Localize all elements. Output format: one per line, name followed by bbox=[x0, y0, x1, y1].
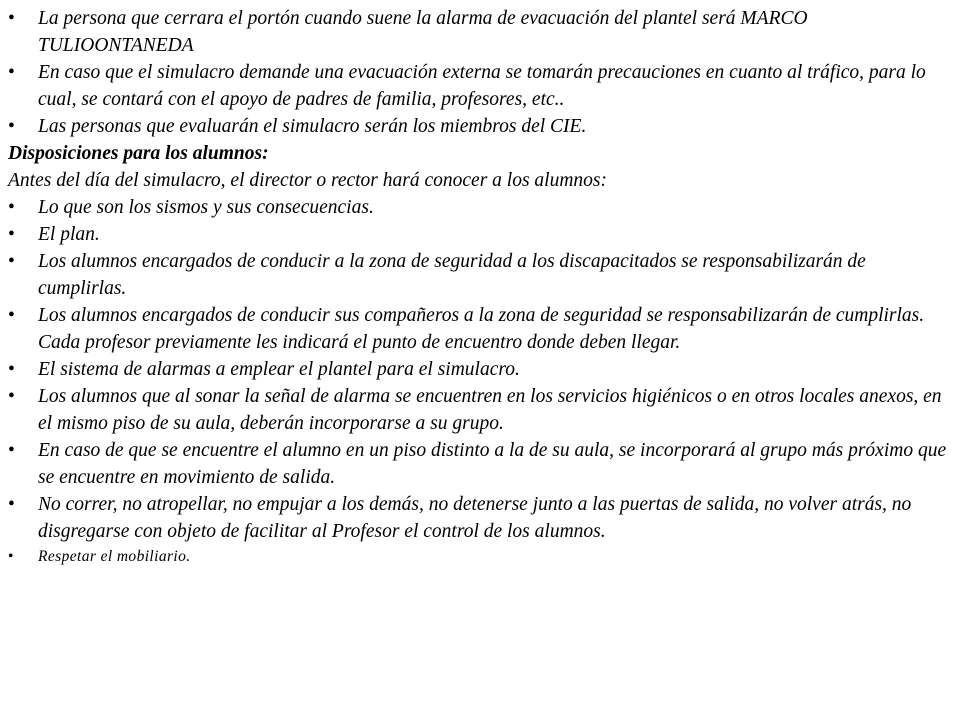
bullet-dot-icon: • bbox=[8, 116, 15, 137]
bullet-text: En caso que el simulacro demande una evacuación externa se tomarán precauciones en cuanto al tráfico, para lo cual, se contará con el apoyo de padres de familia, profesores, etc.. bbox=[38, 62, 926, 110]
bullet-text: El sistema de alarmas a emplear el plantel para el simulacro. bbox=[38, 359, 520, 380]
bullet-item bbox=[8, 437, 953, 491]
bullet-item bbox=[8, 356, 953, 383]
bullet-item bbox=[8, 5, 953, 59]
bullet-item bbox=[8, 221, 953, 248]
bullet-dot-icon: • bbox=[8, 251, 15, 272]
bullet-dot-icon: • bbox=[8, 224, 15, 245]
bullet-text: No correr, no atropellar, no empujar a los demás, no detenerse junto a las puertas de salida, no volver atrás, no disgregarse con objeto de facilitar al Profesor el control de los alumnos. bbox=[38, 494, 912, 542]
section-heading: Disposiciones para los alumnos: bbox=[8, 143, 269, 164]
bullet-dot-icon: • bbox=[8, 359, 15, 380]
bullet-item bbox=[8, 248, 953, 302]
bullet-dot-icon: • bbox=[8, 305, 15, 326]
slide-content bbox=[8, 5, 953, 569]
bullet-item bbox=[8, 113, 953, 140]
bullet-item bbox=[8, 383, 953, 437]
bullet-item bbox=[8, 491, 953, 545]
bullet-item bbox=[8, 545, 953, 569]
bullet-item bbox=[8, 194, 953, 221]
bullet-text: La persona que cerrara el portón cuando suene la alarma de evacuación del plantel será MARCO TULIOONTANEDA bbox=[38, 8, 808, 56]
bullet-dot-icon: • bbox=[8, 548, 14, 565]
bullet-text: Los alumnos encargados de conducir sus compañeros a la zona de seguridad se responsabilizarán de cumplirlas. Cada profesor previamente les indicará el punto de encuentro donde deben llegar. bbox=[38, 305, 925, 353]
bullet-text: Lo que son los sismos y sus consecuencias. bbox=[38, 197, 374, 218]
bullet-text: En caso de que se encuentre el alumno en un piso distinto a la de su aula, se incorporará al grupo más próximo que se encuentre en movimiento de salida. bbox=[38, 440, 947, 488]
bullet-dot-icon: • bbox=[8, 62, 15, 83]
bullet-item bbox=[8, 59, 953, 113]
bullet-text: El plan. bbox=[38, 224, 100, 245]
bullet-text: Las personas que evaluarán el simulacro serán los miembros del CIE. bbox=[38, 116, 587, 137]
bullet-text: Respetar el mobiliario. bbox=[38, 548, 191, 565]
section-intro: Antes del día del simulacro, el director o rector hará conocer a los alumnos: bbox=[8, 170, 607, 191]
bullet-dot-icon: • bbox=[8, 197, 15, 218]
bullet-dot-icon: • bbox=[8, 440, 15, 461]
bullet-text: Los alumnos que al sonar la señal de alarma se encuentren en los servicios higiénicos o en otros locales anexos, en el mismo piso de su aula, deberán incorporarse a su grupo. bbox=[38, 386, 942, 434]
bullet-dot-icon: • bbox=[8, 386, 15, 407]
bullet-dot-icon: • bbox=[8, 494, 15, 515]
bullet-dot-icon: • bbox=[8, 8, 15, 29]
bullet-item bbox=[8, 302, 953, 356]
bullet-text: Los alumnos encargados de conducir a la zona de seguridad a los discapacitados se responsabilizarán de cumplirlas. bbox=[38, 251, 866, 299]
